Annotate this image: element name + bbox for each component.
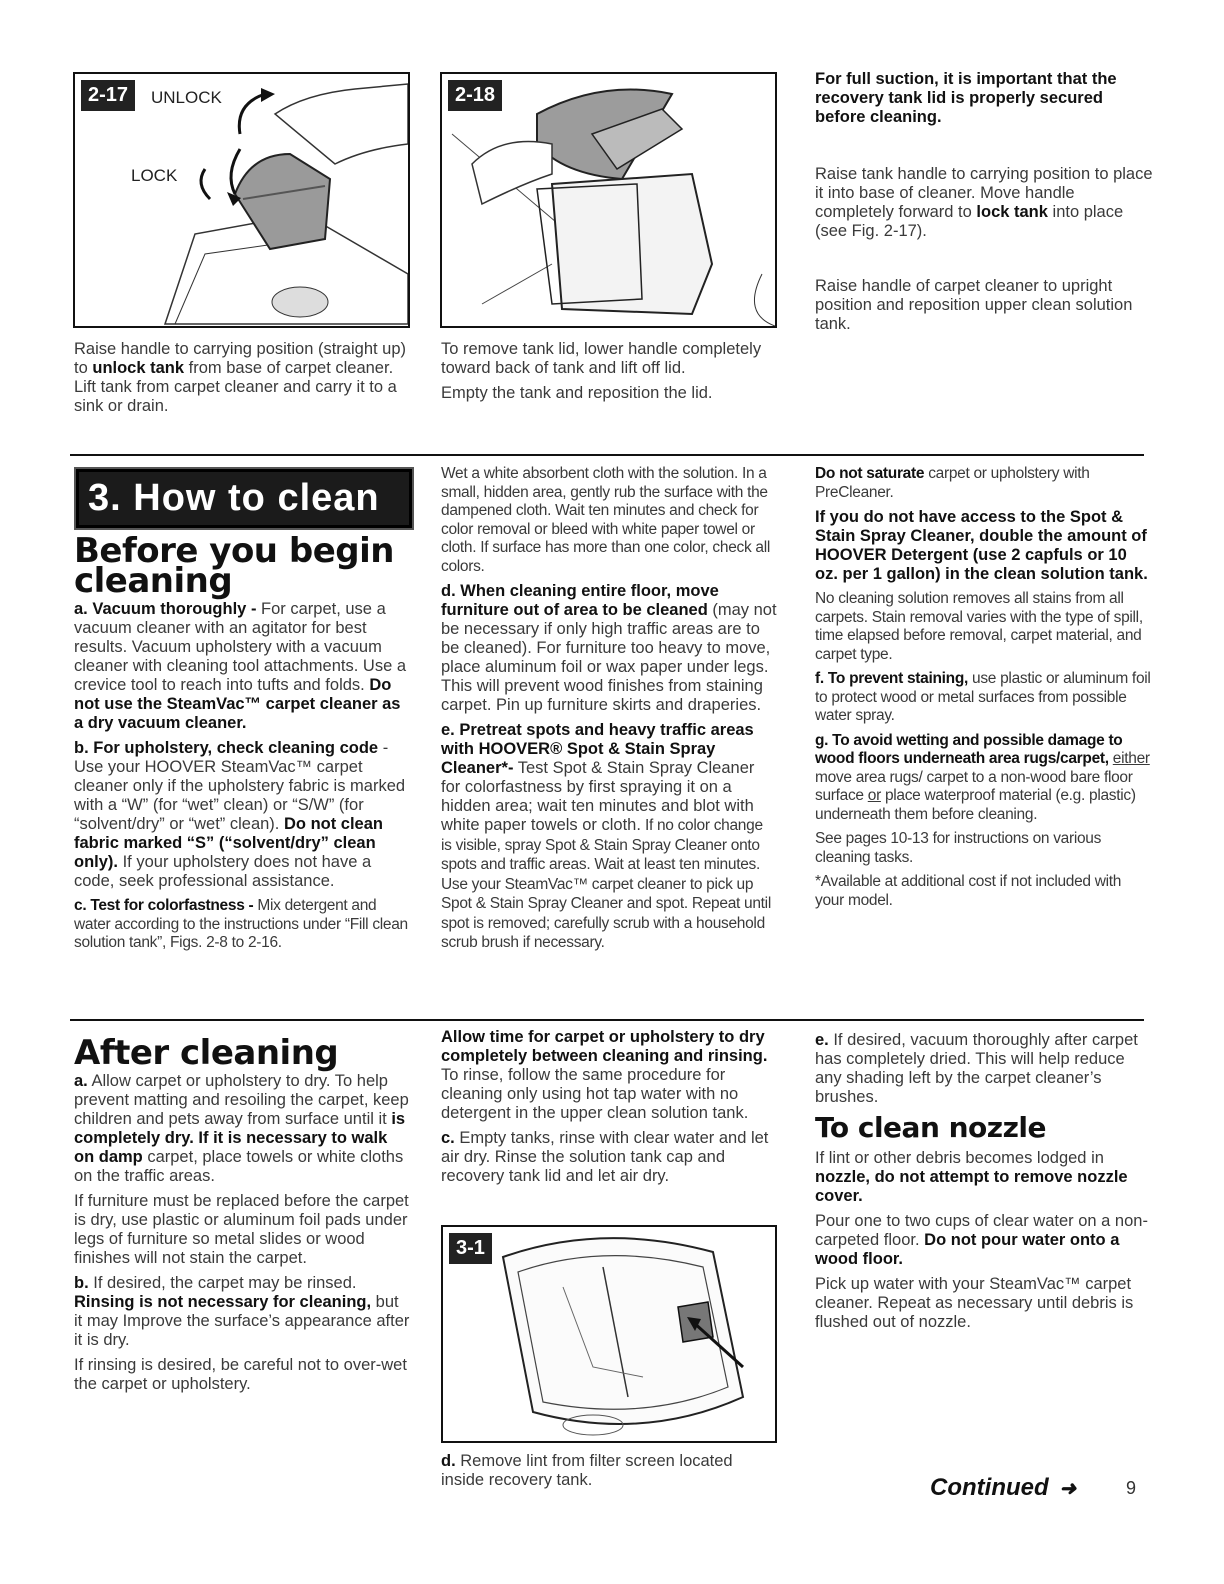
caption-2-17: Raise handle to carrying position (straight up) to unlock tank from base of carpet cleaner. Lift tank from carpet cleaner and carry it to a sink or drain. — [74, 340, 407, 415]
recovery-tank-note — [815, 70, 1155, 340]
after-cleaning-heading: After cleaning — [74, 1033, 339, 1073]
figure-2-18 — [440, 72, 777, 328]
unlock-label: UNLOCK — [151, 88, 222, 107]
after-cleaning-col1: a. Allow carpet or upholstery to dry. To help prevent matting and resoiling the carpet, keep children and pets away from surface until it is completely dry. If it is necessary to walk on damp carpet, place towels or white cloths on the traffic areas. If furniture must be replaced before the carpet is dry, use plastic or aluminum foil pads under legs of furniture so metal slides or wood finishes will not stain the carpet. b. If desired, the carpet may be rinsed. Rinsing is not necessary for cleaning, but it may Improve the surface’s appearance after it is dry. If rinsing is desired, be careful not to over-wet the carpet or upholstery. — [74, 1072, 410, 1393]
tank-unlock-illustration — [75, 74, 408, 326]
tank-lid-illustration — [442, 74, 775, 326]
before-you-begin-col1: a. Vacuum thoroughly - For carpet, use a vacuum cleaner with an agitator for best results. Vacuum upholstery with a vacuum cleaner with cleaning tool attachments. Use a crevice tool to reach into tufts and folds. Do not use the SteamVac™ carpet cleaner as a dry vacuum cleaner. b. For upholstery, check cleaning code - Use your HOOVER SteamVac™ carpet cleaner only if the upholstery fabric is marked with a “W” (for “wet” clean) or “S/W” (for “solvent/dry” or “wet” clean). Do not clean fabric marked “S” (“solvent/dry” clean only). If your upholstery does not have a code, seek professional assistance. c. Test for colorfastness - Mix detergent and water according to the instructions under “Fill clean solution tank”, Figs. 2-8 to 2-16. — [74, 600, 408, 951]
section-divider — [70, 1019, 1144, 1021]
before-you-begin-col2: Wet a white absorbent cloth with the solution. In a small, hidden area, gently rub the surface with the dampened cloth. Wait ten minutes and check for color removal or bleed with white paper towel or cloth. If surface has more than one color, check all colors. d. When cleaning entire floor, move furniture out of area to be cleaned (may not be necessary if only high traffic areas are to be cleaned). For furniture too heavy to move, place aluminum foil or wax paper under legs. This will prevent wood finishes from staining carpet. Pin up furniture skirts and draperies. e. Pretreat spots and heavy traffic areas with HOOVER® Spot & Stain Spray Cleaner*- Test Spot & Stain Spray Cleaner for colorfastness by first spraying it on a hidden area; wait ten minutes and blot with white paper towels or cloth. If no color change is visible, spray Spot & Stain Spray Cleaner onto spots and traffic areas. Wait at least ten minutes. Use your SteamVac™ carpet cleaner to pick up Spot & Stain Spray Cleaner and spot. Repeat until spot is removed; carefully scrub with a household scrub brush if necessary. — [441, 465, 777, 951]
after-cleaning-col3: e. If desired, vacuum thoroughly after carpet has completely dried. This will help reduce any shading left by the carpet cleaner’s brushes. — [815, 1031, 1138, 1106]
clean-nozzle-text: If lint or other debris becomes lodged in nozzle, do not attempt to remove nozzle cover. Pour one to two cups of clear water on a non-carpeted floor. Do not pour water onto a wood floor. Pick up water with your SteamVac™ carpet cleaner. Repeat as necessary until debris is flushed out of nozzle. — [815, 1149, 1148, 1331]
figure-badge: 2-18 — [448, 80, 502, 111]
filter-screen-caption: d. Remove lint from filter screen located inside recovery tank. — [441, 1452, 733, 1489]
figure-badge: 3-1 — [449, 1233, 492, 1264]
lock-label: LOCK — [131, 166, 178, 185]
page-number: 9 — [1126, 1478, 1137, 1498]
figure-badge: 2-17 — [81, 80, 135, 111]
section-divider — [70, 454, 1144, 456]
figure-3-1 — [441, 1225, 777, 1443]
figure-2-17 — [73, 72, 410, 328]
continued-label: Continued — [930, 1474, 1049, 1501]
section-3-title: 3. How to clean — [88, 477, 380, 519]
before-you-begin-heading: Before you begin cleaning — [74, 531, 394, 601]
raise-handle-instructions: Raise handle of carpet cleaner to upright position and reposition upper clean solution tank. — [815, 277, 1133, 333]
continued-footer — [930, 1474, 1076, 1502]
lock-tank-instructions: Raise tank handle to carrying position to place it into base of cleaner. Move handle completely forward to lock tank into place (see Fig. 2-17). — [815, 165, 1153, 240]
before-you-begin-col3: Do not saturate carpet or upholstery with PreCleaner. If you do not have access to the Spot & Stain Spray Cleaner, double the amount of HOOVER Detergent (use 2 capfuls or 10 oz. per 1 gallon) in the clean solution tank. No cleaning solution removes all stains from all carpets. Stain removal varies with the type of spill, time elapsed before removal, carpet material, and carpet type. f. To prevent staining, use plastic or aluminum foil to protect wood or metal surfaces from possible water spray. g. To avoid wetting and possible damage to wood floors underneath area rugs/carpet, either move area rugs/ carpet to a non-wood bare floor surface or place waterproof material (e.g. plastic) underneath them before cleaning. See pages 10-13 for instructions on various cleaning tasks. *Available at additional cost if not included with your model. — [815, 465, 1151, 909]
caption-2-18: To remove tank lid, lower handle completely toward back of tank and lift off lid. Empty the tank and reposition the lid. — [441, 340, 762, 402]
after-cleaning-col2: Allow time for carpet or upholstery to dry completely between cleaning and rinsing. To rinse, follow the same procedure for cleaning only using hot tap water with no detergent in the upper clean solution tank. c. Empty tanks, rinse with clear water and let air dry. Rinse the solution tank cap and recovery tank lid and let air dry. — [441, 1028, 769, 1185]
recovery-tank-filter-illustration — [443, 1227, 775, 1441]
suction-warning: For full suction, it is important that the recovery tank lid is properly secured before cleaning. — [815, 70, 1117, 126]
clean-nozzle-heading: To clean nozzle — [815, 1111, 1046, 1144]
arrow-right-icon: ➜ — [1059, 1478, 1077, 1500]
section-3-banner — [74, 467, 414, 530]
